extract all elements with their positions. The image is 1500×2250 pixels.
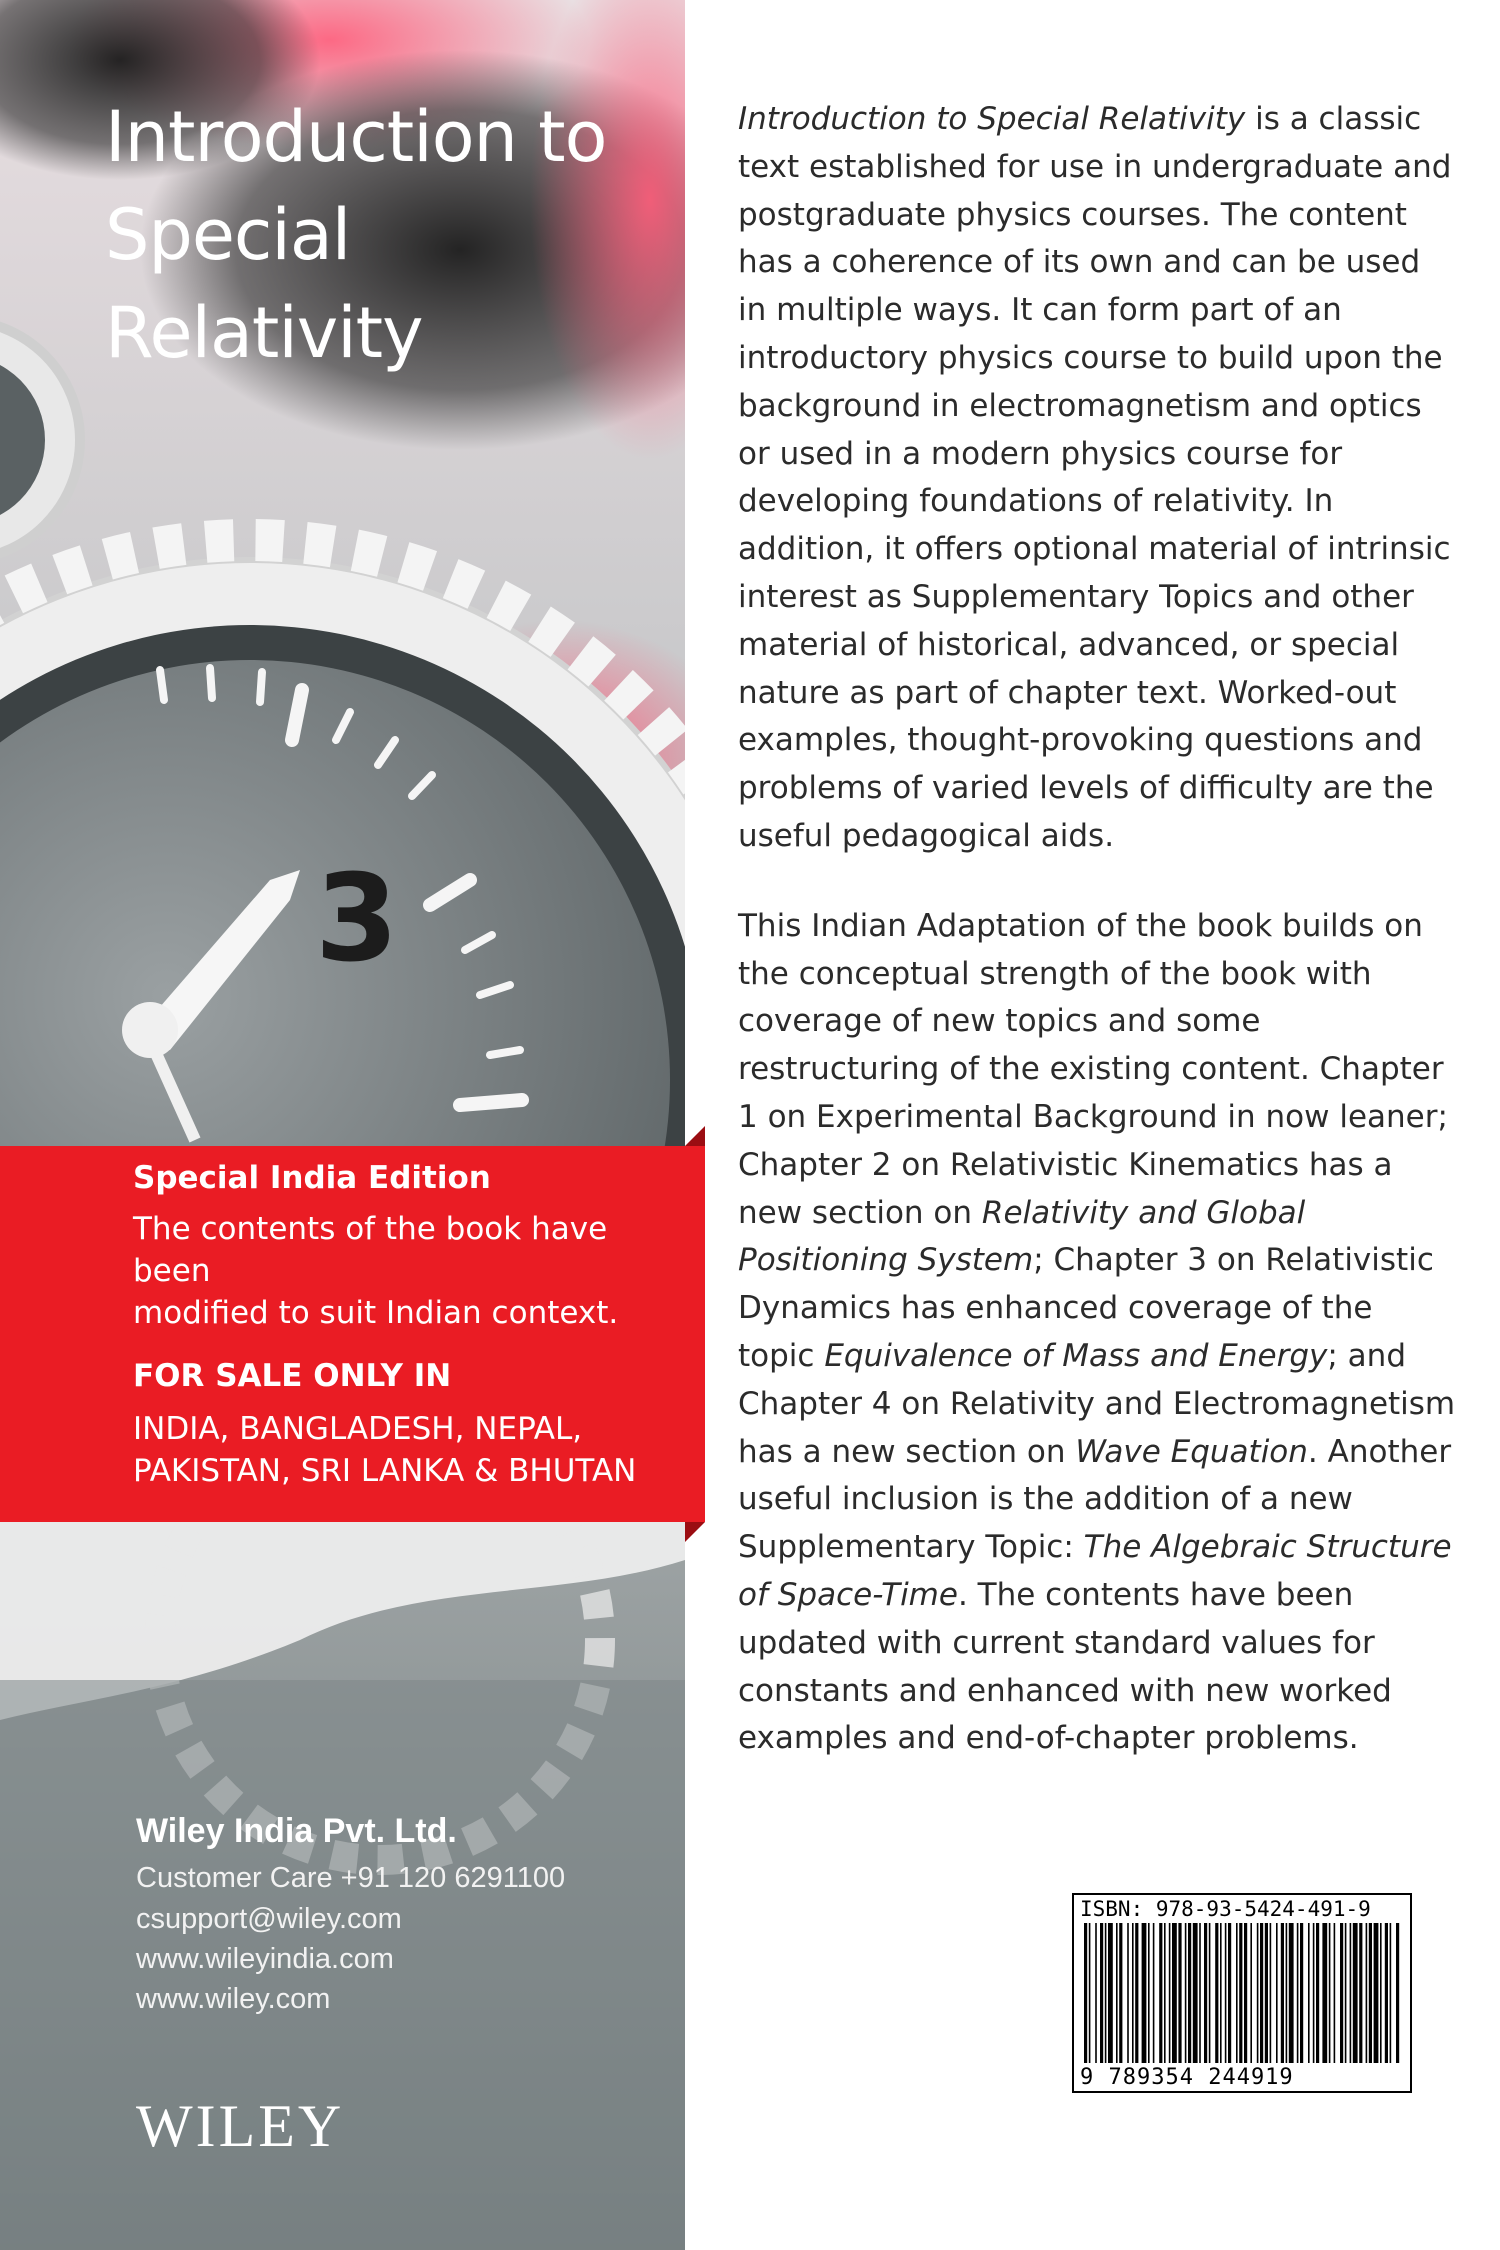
barcode-bar [1215,1923,1218,2063]
barcode-bar [1353,1923,1358,2063]
barcode-bar [1270,1923,1272,2063]
barcode-bar [1340,1923,1343,2063]
barcode-bar [1276,1923,1278,2063]
isbn-digits: 9 789354 244919 [1080,2065,1294,2090]
barcode-bar [1257,1923,1259,2063]
sale-title: FOR SALE ONLY IN [133,1358,452,1394]
barcode-bar [1089,1923,1091,2063]
barcode-bar [1225,1923,1227,2063]
barcode-bar [1239,1923,1242,2063]
paragraph-1-text: is a classic text established for use in undergraduate and postgraduate physics courses. The content has a coherence of its own and can be used in multiple ways. It can form part of an introductory physics course to build upon the background in electromagnetism and optics or used in a modern physics course for developing foundations of relativity. In addition, it offers optional material of intrinsic interest as Supplementary Topics and other material of historical, advanced, or special nature as part of chapter text. Worked-out examples, thought-provoking questions and problems of varied levels of difficulty are the useful pedagogical aids. [738,101,1452,854]
banner-fold-bottom [685,1522,705,1542]
barcode-bar [1105,1923,1107,2063]
barcode-bar [1220,1923,1222,2063]
edition-text [133,1208,693,1334]
edition-title: Special India Edition [133,1160,491,1196]
support-email: csupport@wiley.com [136,1903,402,1935]
barcode-bar [1209,1923,1211,2063]
barcode-bar [1265,1923,1268,2063]
customer-care: Customer Care +91 120 6291100 [136,1862,566,1894]
barcode-bar [1366,1923,1368,2063]
barcode-bars [1082,1923,1404,2063]
barcode-bar [1148,1923,1150,2063]
paragraph-2-text-c: ; and Chapter 4 on Relativity and Electromagnetism has a new section on [738,1337,1456,1470]
edition-text-line1: The contents of the book have been [133,1211,608,1289]
barcode-bar [1300,1923,1303,2063]
barcode-bar [1135,1923,1138,2063]
sale-countries-line1: INDIA, BANGLADESH, NEPAL, [133,1411,583,1447]
barcode-bar [1132,1923,1134,2063]
barcode-bar [1159,1923,1162,2063]
barcode-bar [1345,1923,1347,2063]
barcode-bar [1108,1923,1113,2063]
barcode-bar [1390,1923,1392,2063]
italic-mass-energy: Equivalence of Mass and Energy [824,1337,1328,1374]
website-india: www.wileyindia.com [136,1943,394,1975]
barcode-bar [1100,1923,1103,2063]
barcode-bar [1289,1923,1294,2063]
clock-numeral: 3 [315,850,399,989]
description-paragraph-2 [738,903,1458,1763]
book-description [738,96,1458,1763]
barcode-bar [1286,1923,1288,2063]
cover-title-line1: Introduction to [105,96,607,178]
barcode-bar [1178,1923,1181,2063]
paragraph-2-text-d: . Another useful inclusion is the addition of a new Supplementary Topic: [738,1433,1452,1566]
barcode-bar [1084,1923,1087,2063]
edition-text-line2: modified to suit Indian context. [133,1295,619,1331]
barcode-bar [1153,1923,1155,2063]
barcode-bar [1185,1923,1187,2063]
barcode-bar [1127,1923,1129,2063]
italic-gps: Relativity and Global Positioning System [738,1194,1306,1279]
barcode-bar [1350,1923,1352,2063]
barcode-bar [1369,1923,1372,2063]
paragraph-2-text-a: This Indian Adaptation of the book builds on the conceptual strength of the book with coverage of new topics and some restructuring of the existing content. Chapter 1 on Experimental Background in now leaner; Chapter 2 on Relativistic Kinematics has a new section on [738,907,1448,1231]
barcode-bar [1188,1923,1191,2063]
wiley-logo: WILEY [136,2093,345,2159]
paragraph-2-text-e: . The contents have been updated with current standard values for constants and enhanced with new worked examples and end-of-chapter problems. [738,1576,1392,1757]
cover-title-line2: Special Relativity [105,194,423,374]
barcode-bar [1250,1923,1252,2063]
barcode-bar [1385,1923,1388,2063]
barcode-bar [1204,1923,1207,2063]
barcode-bar [1297,1923,1299,2063]
barcode-bar [1322,1923,1327,2063]
barcode-bar [1095,1923,1097,2063]
barcode-bar [1380,1923,1382,2063]
barcode-bar [1316,1923,1319,2063]
italic-wave-equation: Wave Equation [1075,1433,1308,1470]
barcode-bar [1236,1923,1238,2063]
barcode-bar [1169,1923,1171,2063]
isbn-label: ISBN: 978-93-5424-491-9 [1080,1897,1371,1921]
barcode-bar [1199,1923,1201,2063]
barcode-bar [1374,1923,1379,2063]
book-title-italic: Introduction to Special Relativity [738,101,1246,137]
publisher-name: Wiley India Pvt. Ltd. [136,1812,457,1850]
barcode-bar [1244,1923,1247,2063]
barcode-bar [1313,1923,1315,2063]
description-paragraph-1 [738,96,1458,861]
cover-title [105,88,685,382]
barcode-bar [1308,1923,1310,2063]
barcode-bar [1334,1923,1336,2063]
barcode-bar [1281,1923,1284,2063]
banner-fold-top [685,1126,705,1146]
barcode-bar [1142,1923,1147,2063]
barcode-bar [1172,1923,1177,2063]
sale-countries [133,1408,693,1492]
paragraph-2-text-b: ; Chapter 3 on Relativistic Dynamics has enhanced coverage of the topic [738,1242,1434,1374]
sale-countries-line2: PAKISTAN, SRI LANKA & BHUTAN [133,1453,637,1489]
italic-algebraic-structure: The Algebraic Structure of Space-Time [738,1529,1452,1613]
barcode-bar [1329,1923,1331,2063]
barcode-bar [1260,1923,1263,2063]
barcode-bar [1116,1923,1118,2063]
barcode-bar [1228,1923,1231,2063]
barcode-bar [1396,1923,1399,2063]
barcode-bar [1359,1923,1362,2063]
barcode-bar [1119,1923,1122,2063]
website-global: www.wiley.com [136,1983,331,2015]
barcode-bar [1164,1923,1166,2063]
barcode-bar [1193,1923,1198,2063]
isbn-barcode [1072,1893,1412,2093]
